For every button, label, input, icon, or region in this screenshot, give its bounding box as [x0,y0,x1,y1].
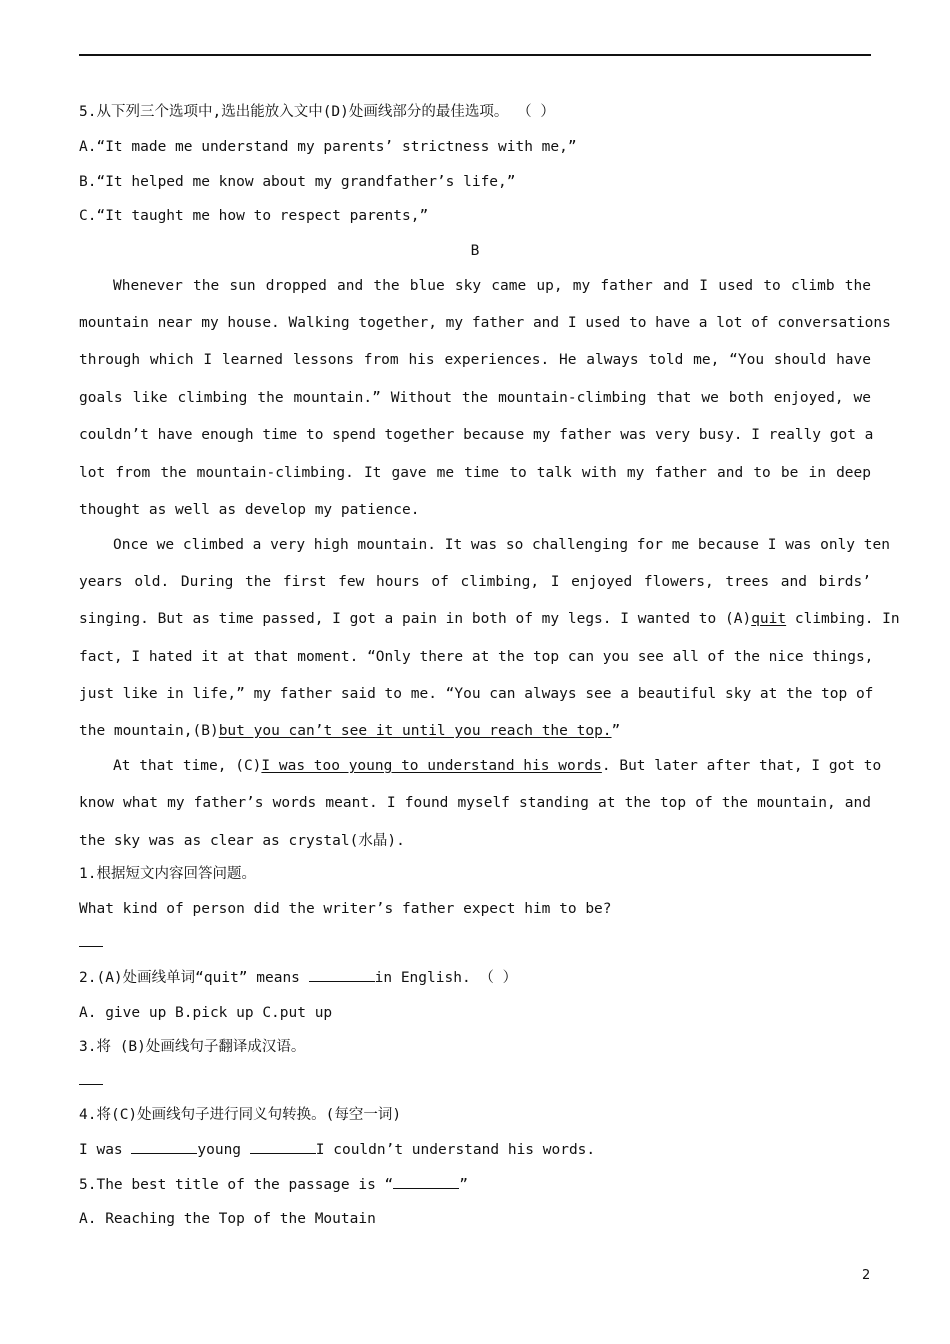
q5-prev-option-a: A.“It made me understand my parents’ strictness with me,” [79,139,577,155]
passage-p2-line: years old. During the first few hours of climbing, I enjoyed flowers, trees and birds’ [79,574,871,590]
question-4-stem: 4.将(C)处画线句子进行同义句转换。(每空一词) [79,1107,402,1123]
passage-p3-line: the sky was as clear as crystal(水晶). [79,833,405,849]
underlined-word-quit: quit [751,611,787,627]
answer-line-3[interactable] [79,1084,103,1085]
passage-p2-line: fact, I hated it at that moment. “Only there at the top can you see all of the nice things, [79,649,874,665]
q5-prev-option-b: B.“It helped me know about my grandfather’s life,” [79,174,516,190]
passage-p3-line: know what my father’s words meant. I found myself standing at the top of the mountain, and [79,795,871,811]
passage-p1-line: couldn’t have enough time to spend together because my father was very busy. I really got a [79,427,874,443]
text-span: in English. （ ） [374,970,518,986]
text-span: ” [459,1177,469,1193]
answer-blank[interactable] [250,1141,316,1154]
section-label: B [470,243,480,259]
question-2 [79,968,517,988]
question-4-sentence [79,1140,595,1160]
passage-p1-line: Whenever the sun dropped and the blue sky came up, my father and I used to climb the [113,278,871,294]
text-span: 2.(A)处画线单词“quit” means [79,970,309,986]
question-3-stem: 3.将 (B)处画线句子翻译成汉语。 [79,1039,306,1055]
question-2-options: A. give up B.pick up C.put up [79,1005,333,1021]
passage-p1-line: mountain near my house. Walking together, my father and I used to have a lot of conversations [79,315,891,331]
q5-prev-stem: 5.从下列三个选项中,选出能放入文中(D)处画线部分的最佳选项。 （ ） [79,104,555,120]
q5-prev-option-c: C.“It taught me how to respect parents,” [79,208,429,224]
passage-p1-line: thought as well as develop my patience. [79,502,420,518]
passage-p2-line [79,721,620,741]
passage-p1-line: lot from the mountain-climbing. It gave me time to talk with my father and to be in deep [79,465,871,481]
question-1-text: What kind of person did the writer’s father expect him to be? [79,901,612,917]
passage-p2-line [79,609,900,629]
text-span: climbing. In [786,611,900,627]
question-1-stem: 1.根据短文内容回答问题。 [79,866,256,882]
answer-blank[interactable] [131,1141,197,1154]
answer-blank[interactable] [393,1176,459,1189]
answer-blank[interactable] [309,969,375,982]
text-span: singing. But as time passed, I got a pain in both of my legs. I wanted to (A) [79,611,752,627]
passage-p3-line [113,756,882,776]
text-span: I couldn’t understand his words. [315,1142,596,1158]
underlined-sentence-b: but you can’t see it until you reach the top. [218,723,612,739]
text-span: . But later after that, I got to [601,758,882,774]
text-span: ” [611,723,621,739]
passage-p2-line: Once we climbed a very high mountain. It was so challenging for me because I was only ten [113,537,890,553]
question-5-option-a: A. Reaching the Top of the Moutain [79,1211,376,1227]
text-span: young [197,1142,250,1158]
passage-p1-line: goals like climbing the mountain.” Without the mountain-climbing that we both enjoyed, we [79,390,871,406]
text-span: 5.The best title of the passage is “ [79,1177,394,1193]
question-5 [79,1175,468,1195]
underlined-sentence-c: I was too young to understand his words [261,758,602,774]
text-span: At that time, (C) [113,758,262,774]
page-number: 2 [862,1268,871,1283]
passage-p2-line: just like in life,” my father said to me. “You can always see a beautiful sky at the top of [79,686,874,702]
text-span: the mountain,(B) [79,723,219,739]
header-rule [79,54,871,56]
passage-p1-line: through which I learned lessons from his experiences. He always told me, “You should have [79,352,871,368]
text-span: I was [79,1142,132,1158]
answer-line-1[interactable] [79,946,103,947]
